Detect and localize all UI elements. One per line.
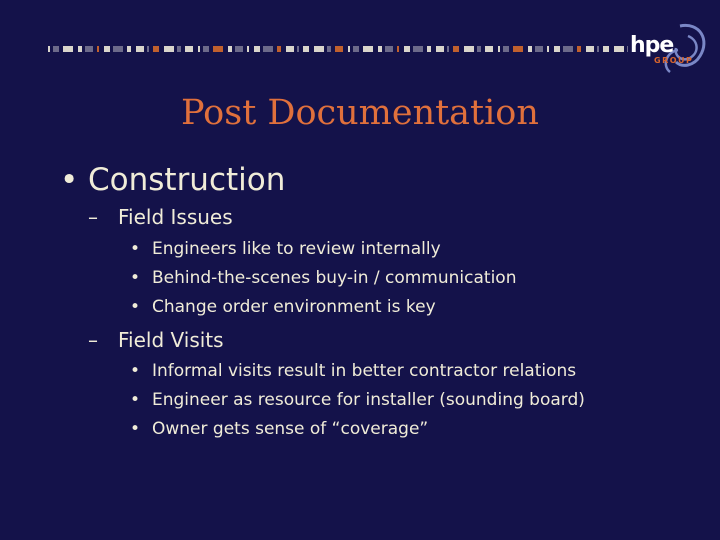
stripe-segment — [153, 46, 159, 52]
logo-subtitle: GROUP — [654, 56, 694, 65]
stripe-segment — [85, 46, 93, 52]
decorative-stripe-bar — [48, 46, 628, 52]
stripe-segment — [136, 46, 144, 52]
hpe-group-logo — [624, 22, 708, 78]
stripe-segment — [164, 46, 174, 52]
stripe-segment — [353, 46, 359, 52]
stripe-segment — [597, 46, 599, 52]
list-item — [130, 267, 516, 289]
stripe-segment — [247, 46, 249, 52]
stripe-segment — [363, 46, 373, 52]
stripe-segment — [53, 46, 59, 52]
stripe-segment — [177, 46, 181, 52]
stripe-segment — [378, 46, 382, 52]
stripe-segment — [485, 46, 493, 52]
stripe-segment — [254, 46, 260, 52]
stripe-segment — [277, 46, 281, 52]
stripe-segment — [563, 46, 573, 52]
bullet-construction — [60, 160, 285, 200]
bullet-marker: • — [130, 268, 141, 288]
stripe-segment — [447, 46, 449, 52]
subheading-field-issues — [88, 204, 233, 230]
list-item — [130, 238, 441, 260]
stripe-segment — [397, 46, 399, 52]
stripe-segment — [535, 46, 543, 52]
stripe-segment — [286, 46, 294, 52]
bullet-marker: • — [130, 297, 141, 317]
subheading-text: Field Visits — [118, 328, 224, 352]
stripe-segment — [297, 46, 299, 52]
dash-marker: – — [88, 205, 98, 229]
stripe-segment — [203, 46, 209, 52]
stripe-segment — [113, 46, 123, 52]
stripe-segment — [348, 46, 350, 52]
stripe-segment — [335, 46, 343, 52]
stripe-segment — [614, 46, 624, 52]
list-item — [130, 418, 428, 440]
stripe-segment — [263, 46, 273, 52]
list-item — [130, 360, 576, 382]
stripe-segment — [314, 46, 324, 52]
stripe-segment — [147, 46, 149, 52]
stripe-segment — [63, 46, 73, 52]
stripe-segment — [603, 46, 609, 52]
bullet-marker: • — [130, 361, 141, 381]
stripe-segment — [228, 46, 232, 52]
stripe-segment — [453, 46, 459, 52]
stripe-segment — [78, 46, 82, 52]
subheading-field-visits — [88, 327, 224, 353]
stripe-segment — [303, 46, 309, 52]
stripe-segment — [498, 46, 500, 52]
list-item-text: Behind-the-scenes buy-in / communication — [152, 268, 517, 288]
stripe-segment — [235, 46, 243, 52]
stripe-segment — [547, 46, 549, 52]
stripe-segment — [48, 46, 50, 52]
stripe-segment — [477, 46, 481, 52]
list-item-text: Owner gets sense of “coverage” — [152, 419, 429, 439]
stripe-segment — [427, 46, 431, 52]
stripe-segment — [385, 46, 393, 52]
stripe-segment — [185, 46, 193, 52]
slide-title: Post Documentation — [181, 93, 539, 133]
logo-wordmark: hpe — [630, 33, 674, 58]
bullet-text: Construction — [88, 162, 286, 198]
stripe-segment — [577, 46, 581, 52]
stripe-segment — [464, 46, 474, 52]
stripe-segment — [554, 46, 560, 52]
list-item-text: Engineers like to review internally — [152, 239, 441, 259]
list-item-text: Change order environment is key — [152, 297, 436, 317]
stripe-segment — [104, 46, 110, 52]
stripe-segment — [404, 46, 410, 52]
stripe-segment — [528, 46, 532, 52]
list-item-text: Engineer as resource for installer (sounding board) — [152, 390, 585, 410]
dash-marker: – — [88, 328, 98, 352]
bullet-marker: • — [130, 419, 141, 439]
bullet-marker: • — [130, 239, 141, 259]
stripe-segment — [127, 46, 131, 52]
list-item — [130, 389, 585, 411]
stripe-segment — [513, 46, 523, 52]
stripe-segment — [213, 46, 223, 52]
bullet-marker: • — [130, 390, 141, 410]
stripe-segment — [413, 46, 423, 52]
stripe-segment — [436, 46, 444, 52]
stripe-segment — [198, 46, 200, 52]
subheading-text: Field Issues — [118, 205, 233, 229]
list-item-text: Informal visits result in better contractor relations — [152, 361, 577, 381]
bullet-marker: • — [60, 162, 79, 198]
stripe-segment — [327, 46, 331, 52]
stripe-segment — [586, 46, 594, 52]
stripe-segment — [97, 46, 99, 52]
stripe-segment — [503, 46, 509, 52]
list-item — [130, 296, 436, 318]
